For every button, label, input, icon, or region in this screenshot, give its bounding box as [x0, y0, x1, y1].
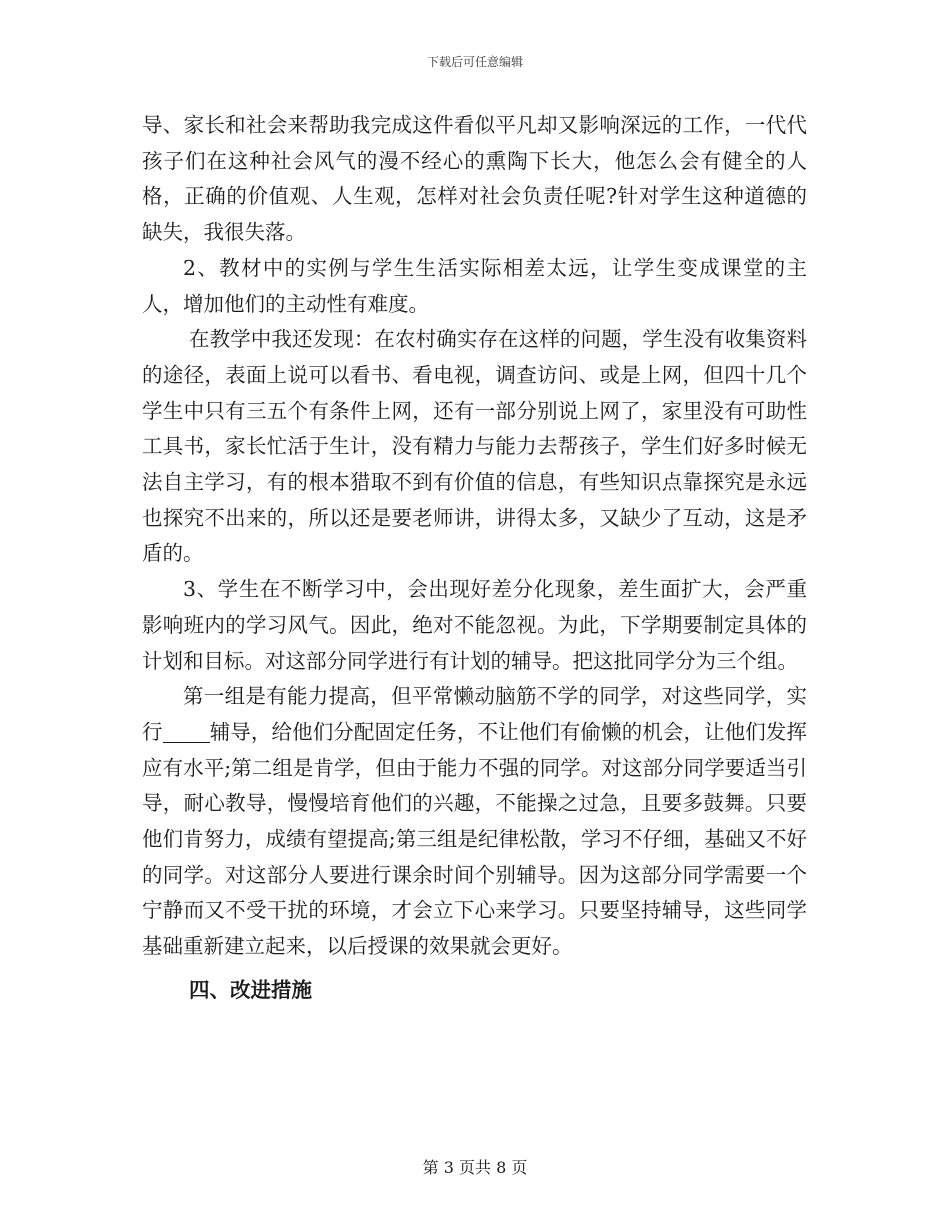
section-heading-improvement-measures: 四、改进措施	[189, 977, 312, 1002]
fill-in-blank	[163, 722, 210, 743]
paragraph-rural-resources: 在教学中我还发现：在农村确实存在这样的问题，学生没有收集资料的途径，表面上说可以看书、看电视，调查访问、或是上网，但四十几个学生中只有三五个有条件上网，还有一部分别说上网了，家里没有可助性工具书，家长忙活于生计，没有精力与能力去帮孩子，学生们好多时候无法自主学习，有的根本猎取不到有价值的信息，有些知识点靠探究是永远也探究不出来的，所以还是要老师讲，讲得太多，又缺少了互动，这是矛盾的。	[142, 327, 807, 566]
document-body	[142, 108, 807, 1009]
groups-text-before-blank: 第一组是有能力提高，但平常懒动脑筋不学的同学，对这些同学，实行	[142, 684, 807, 744]
page-footer: 第 3 页共 8 页	[422, 1158, 528, 1177]
paragraph-student-groups	[142, 679, 807, 965]
paragraph-student-differentiation: 3、学生在不断学习中，会出现好差分化现象，差生面扩大，会严重影响班内的学习风气。因此，绝对不能忽视。为此，下学期要制定具体的计划和目标。对这部分同学进行有计划的辅导。把这批同学分为三个组。	[142, 577, 807, 673]
paragraph-moral-education: 导、家长和社会来帮助我完成这件看似平凡却又影响深远的工作，一代代孩子们在这种社会风气的漫不经心的熏陶下长大，他怎么会有健全的人格，正确的价值观、人生观，怎样对社会负责任呢?针对学生这种道德的缺失，我很失落。	[142, 113, 807, 245]
paragraph-textbook-examples: 2、教材中的实例与学生生活实际相差太远，让学生变成课堂的主人，增加他们的主动性有难度。	[142, 255, 807, 316]
page-header: 下载后可任意编辑	[426, 55, 523, 69]
groups-text-after-blank: 辅导，给他们分配固定任务，不让他们有偷懒的机会，让他们发挥应有水平;第二组是肯学，但由于能力不强的同学。对这部分同学要适当引导，耐心教导，慢慢培育他们的兴趣，不能操之过急，且要多鼓舞。只要他们肯努力，成绩有望提高;第三组是纪律松散，学习不仔细，基础又不好的同学。对这部分人要进行课余时间个别辅导。因为这部分同学需要一个宁静而又不受干扰的环境，才会立下心来学习。只要坚持辅导，这些同学基础重新建立起来，以后授课的效果就会更好。	[142, 719, 808, 959]
